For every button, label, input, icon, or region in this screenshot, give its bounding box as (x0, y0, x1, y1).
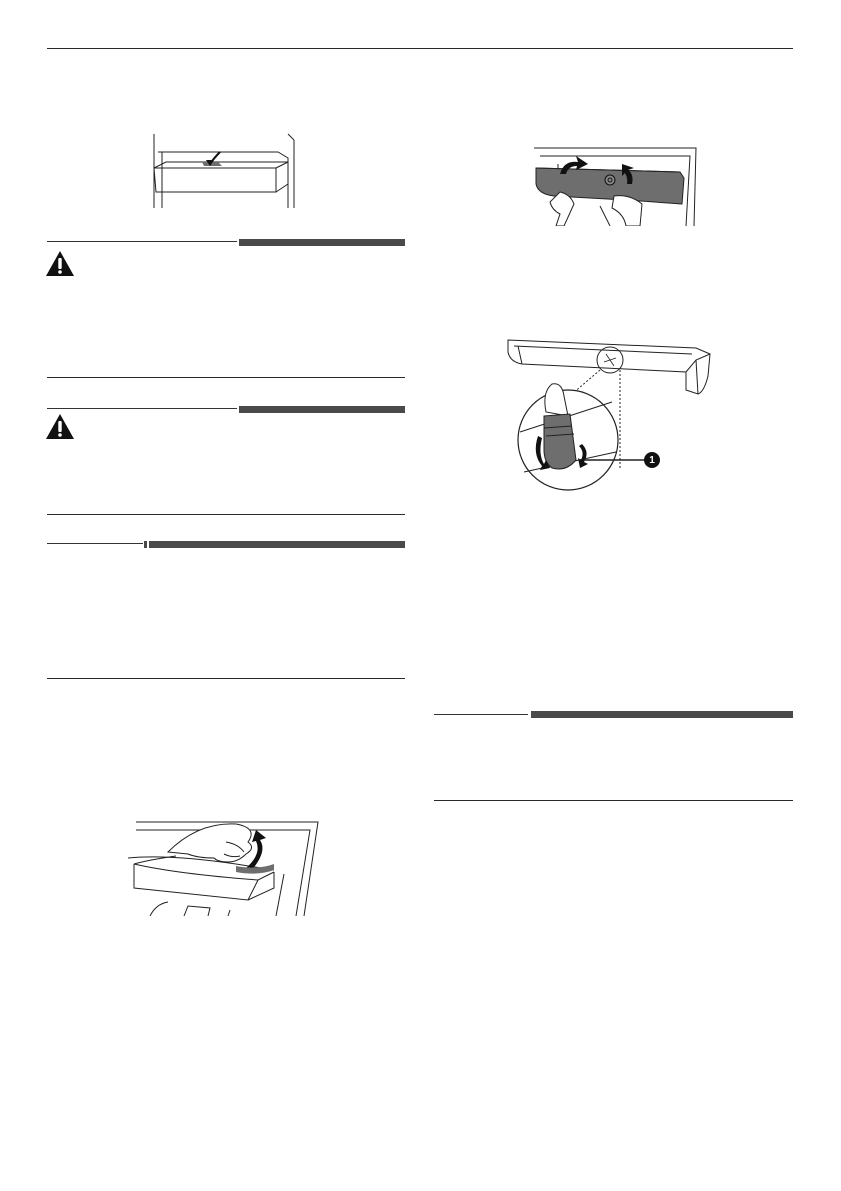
warning-2-top-rule (47, 408, 237, 409)
warning-2-bar (239, 406, 405, 413)
note-1-top-rule (47, 543, 143, 544)
door-bin-removal-illustration (530, 144, 700, 226)
drawer-illustration (148, 132, 298, 208)
note-1-bar-small (144, 541, 147, 548)
bin-knob-detail-illustration (500, 332, 720, 492)
header-rule (47, 48, 793, 49)
note-2-top-rule (434, 714, 528, 715)
note-2-bar (531, 711, 793, 718)
warning-1-bottom-rule (47, 377, 405, 378)
warning-triangle-icon (45, 250, 75, 278)
warning-2-bottom-rule (47, 514, 405, 515)
warning-1-bar (239, 239, 405, 246)
note-2-bottom-rule (434, 800, 793, 801)
warning-1-top-rule (47, 241, 237, 242)
warning-triangle-icon (45, 413, 75, 441)
note-1-bar (149, 541, 405, 548)
cover-lift-illustration (128, 818, 324, 916)
callout-number-1: 1 (649, 455, 655, 466)
note-1-bottom-rule (47, 678, 405, 679)
